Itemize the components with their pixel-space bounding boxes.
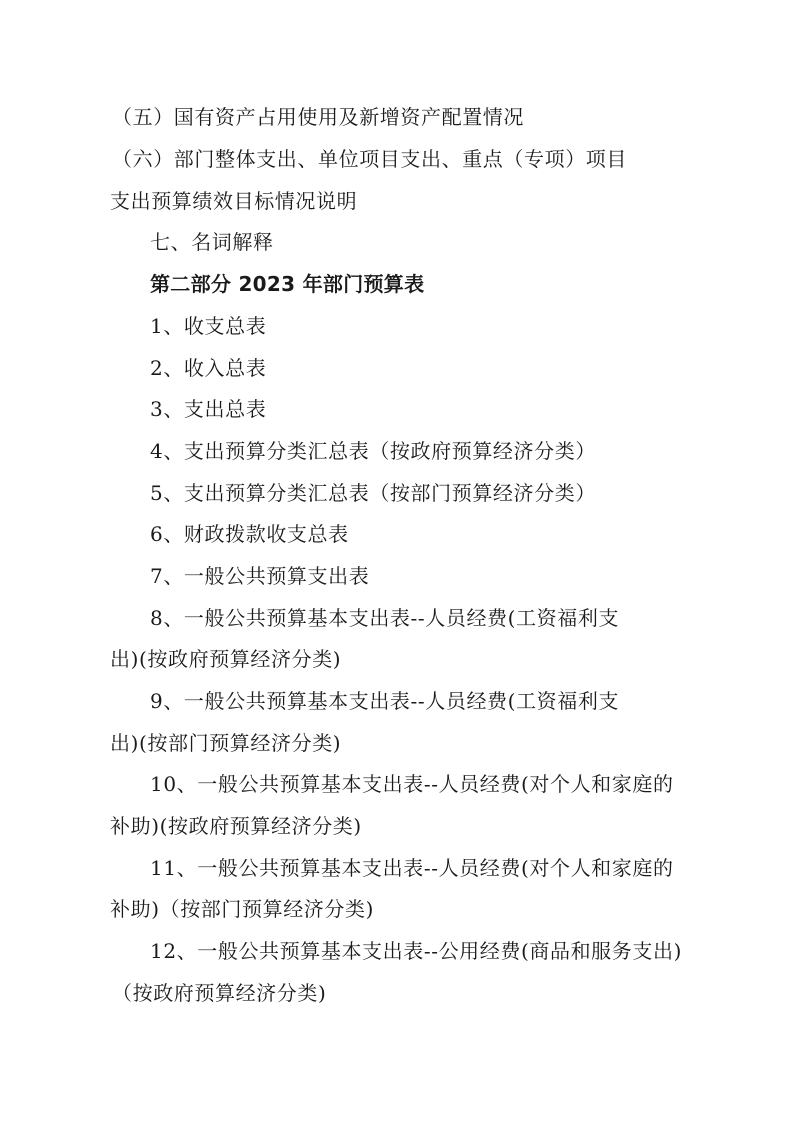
toc-item-2: 2、收入总表	[150, 356, 267, 380]
toc-item-performance-goals: （六）部门整体支出、单位项目支出、重点（专项）项目	[112, 147, 627, 171]
toc-item-3: 3、支出总表	[150, 397, 267, 421]
toc-item-9-cont: 出)(按部门预算经济分类)	[110, 731, 342, 755]
toc-item-11: 11、一般公共预算基本支出表--人员经费(对个人和家庭的	[150, 856, 674, 880]
section-heading-part-two: 第二部分 2023 年部门预算表	[150, 272, 425, 296]
toc-item-10: 10、一般公共预算基本支出表--人员经费(对个人和家庭的	[150, 772, 674, 796]
toc-item-1: 1、收支总表	[150, 314, 267, 338]
toc-item-6: 6、财政拨款收支总表	[150, 522, 349, 546]
toc-item-8-cont: 出)(按政府预算经济分类)	[110, 647, 342, 671]
toc-item-7: 7、一般公共预算支出表	[150, 564, 370, 588]
toc-item-state-assets: （五）国有资产占用使用及新增资产配置情况	[112, 105, 524, 129]
toc-item-performance-goals-cont: 支出预算绩效目标情况说明	[110, 189, 358, 213]
toc-item-12-cont: （按政府预算经济分类)	[112, 981, 327, 1005]
toc-item-9: 9、一般公共预算基本支出表--人员经费(工资福利支	[150, 689, 620, 713]
toc-item-glossary: 七、名词解释	[150, 230, 274, 254]
toc-item-11-cont: 补助)（按部门预算经济分类)	[110, 897, 375, 921]
toc-item-4: 4、支出预算分类汇总表（按政府预算经济分类）	[150, 439, 596, 463]
toc-item-12: 12、一般公共预算基本支出表--公用经费(商品和服务支出)	[150, 939, 682, 963]
toc-item-5: 5、支出预算分类汇总表（按部门预算经济分类）	[150, 481, 596, 505]
toc-item-8: 8、一般公共预算基本支出表--人员经费(工资福利支	[150, 606, 620, 630]
toc-item-10-cont: 补助)(按政府预算经济分类)	[110, 814, 362, 838]
